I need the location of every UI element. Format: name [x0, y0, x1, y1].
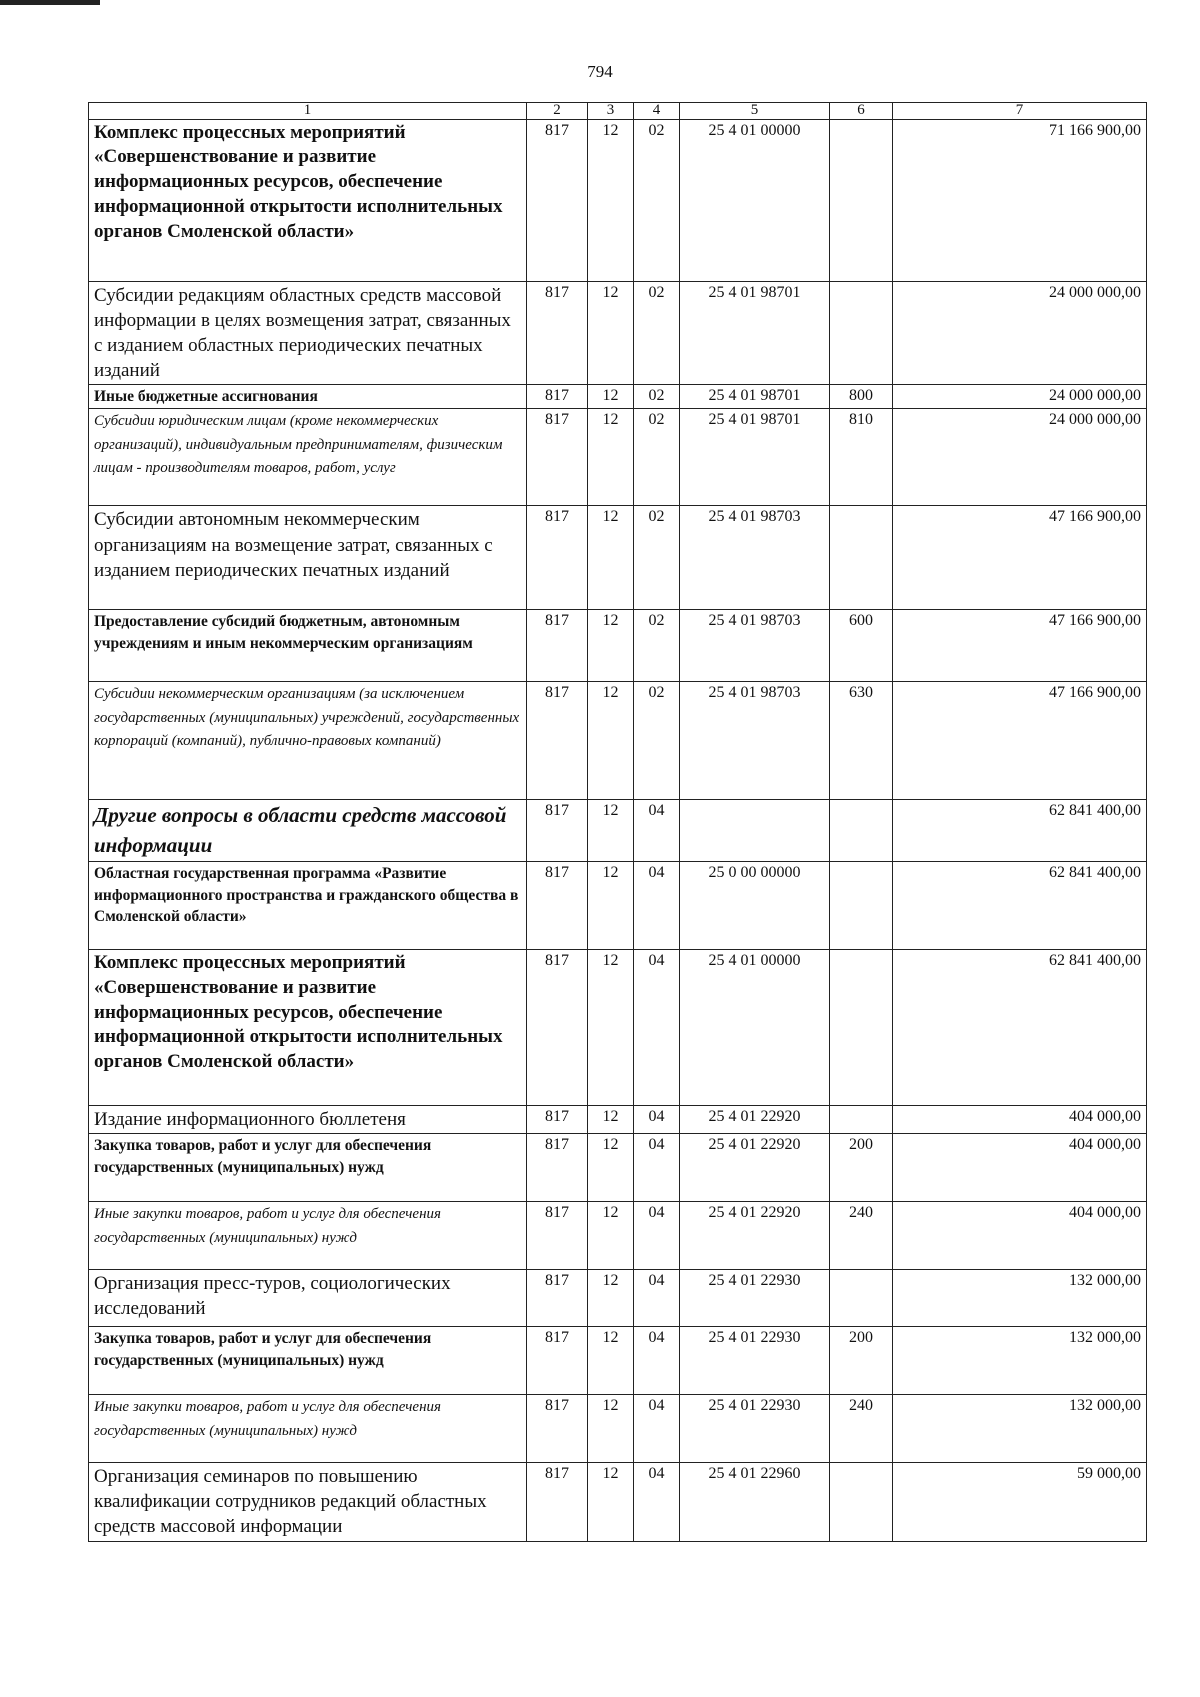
- header-col-6: 6: [830, 103, 893, 120]
- row-name-cell: Организация семинаров по повышению квалификации сотрудников редакций областных средств массовой информации: [89, 1463, 527, 1541]
- table-row: [89, 862, 1147, 950]
- table-row: [89, 1134, 1147, 1202]
- row-amount: 59 000,00: [893, 1463, 1147, 1541]
- row-subsection-code: 04: [634, 800, 680, 862]
- row-subsection-code: 04: [634, 1327, 680, 1395]
- row-section-code: 12: [588, 385, 634, 409]
- row-section-code: 12: [588, 610, 634, 682]
- row-target-article: 25 4 01 98701: [680, 385, 830, 409]
- row-subsection-code: 02: [634, 385, 680, 409]
- table-row: [89, 1463, 1147, 1541]
- table-row: [89, 119, 1147, 281]
- row-amount: 404 000,00: [893, 1106, 1147, 1134]
- row-target-article: [680, 800, 830, 862]
- table-row: [89, 1327, 1147, 1395]
- row-name-cell: Субсидии автономным некоммерческим организациям на возмещение затрат, связанных с изданием периодических печатных изданий: [89, 506, 527, 610]
- row-admin-code: 817: [527, 682, 588, 800]
- table-row: [89, 409, 1147, 506]
- row-admin-code: 817: [527, 409, 588, 506]
- row-section-code: 12: [588, 1106, 634, 1134]
- row-section-code: 12: [588, 1134, 634, 1202]
- row-name-cell: Закупка товаров, работ и услуг для обеспечения государственных (муниципальных) нужд: [89, 1327, 527, 1395]
- table-row: [89, 281, 1147, 384]
- row-target-article: 25 4 01 98703: [680, 610, 830, 682]
- row-name-cell: Комплекс процессных мероприятий «Совершенствование и развитие информационных ресурсов, обеспечение информационной открытости исполнительных органов Смоленской области»: [89, 119, 527, 281]
- row-section-code: 12: [588, 1202, 634, 1270]
- row-subsection-code: 04: [634, 862, 680, 950]
- row-expense-type: [830, 1270, 893, 1327]
- header-col-4: 4: [634, 103, 680, 120]
- row-target-article: 25 4 01 00000: [680, 950, 830, 1106]
- row-expense-type: 200: [830, 1327, 893, 1395]
- row-amount: 47 166 900,00: [893, 610, 1147, 682]
- row-target-article: 25 4 01 98703: [680, 506, 830, 610]
- table-row: [89, 610, 1147, 682]
- row-target-article: 25 4 01 22930: [680, 1270, 830, 1327]
- row-section-code: 12: [588, 409, 634, 506]
- row-amount: 71 166 900,00: [893, 119, 1147, 281]
- row-expense-type: [830, 281, 893, 384]
- row-name-cell: Иные закупки товаров, работ и услуг для обеспечения государственных (муниципальных) нужд: [89, 1395, 527, 1463]
- row-name-cell: Закупка товаров, работ и услуг для обеспечения государственных (муниципальных) нужд: [89, 1134, 527, 1202]
- row-amount: 62 841 400,00: [893, 800, 1147, 862]
- table-row: [89, 1202, 1147, 1270]
- row-subsection-code: 04: [634, 1395, 680, 1463]
- row-amount: 132 000,00: [893, 1270, 1147, 1327]
- table-row: [89, 800, 1147, 862]
- row-target-article: 25 4 01 22920: [680, 1134, 830, 1202]
- row-name-cell: Иные бюджетные ассигнования: [89, 385, 527, 409]
- row-admin-code: 817: [527, 1270, 588, 1327]
- header-col-7: 7: [893, 103, 1147, 120]
- header-col-5: 5: [680, 103, 830, 120]
- row-target-article: 25 4 01 98701: [680, 409, 830, 506]
- table-row: [89, 950, 1147, 1106]
- row-target-article: 25 4 01 22960: [680, 1463, 830, 1541]
- row-section-code: 12: [588, 862, 634, 950]
- row-subsection-code: 04: [634, 1270, 680, 1327]
- page-number: 794: [587, 62, 613, 81]
- table-row: [89, 1270, 1147, 1327]
- row-subsection-code: 04: [634, 950, 680, 1106]
- row-amount: 132 000,00: [893, 1395, 1147, 1463]
- row-target-article: 25 4 01 98703: [680, 682, 830, 800]
- row-amount: 62 841 400,00: [893, 862, 1147, 950]
- table-row: [89, 1395, 1147, 1463]
- row-expense-type: 800: [830, 385, 893, 409]
- row-name-cell: Комплекс процессных мероприятий «Совершенствование и развитие информационных ресурсов, обеспечение информационной открытости исполнительных органов Смоленской области»: [89, 950, 527, 1106]
- row-subsection-code: 04: [634, 1134, 680, 1202]
- row-admin-code: 817: [527, 1395, 588, 1463]
- row-amount: 47 166 900,00: [893, 506, 1147, 610]
- row-subsection-code: 02: [634, 119, 680, 281]
- row-subsection-code: 04: [634, 1106, 680, 1134]
- row-section-code: 12: [588, 1463, 634, 1541]
- row-expense-type: [830, 119, 893, 281]
- row-admin-code: 817: [527, 1106, 588, 1134]
- row-admin-code: 817: [527, 950, 588, 1106]
- header-row: [89, 103, 1147, 120]
- table-row: [89, 385, 1147, 409]
- row-admin-code: 817: [527, 1202, 588, 1270]
- scan-edge-rule: [0, 0, 100, 5]
- row-expense-type: 630: [830, 682, 893, 800]
- row-admin-code: 817: [527, 385, 588, 409]
- row-target-article: 25 4 01 98701: [680, 281, 830, 384]
- row-section-code: 12: [588, 1327, 634, 1395]
- row-expense-type: [830, 1106, 893, 1134]
- row-section-code: 12: [588, 682, 634, 800]
- row-name-cell: Субсидии некоммерческим организациям (за исключением государственных (муниципальных) учреждений, государственных корпораций (компаний), публично-правовых компаний): [89, 682, 527, 800]
- row-expense-type: [830, 862, 893, 950]
- table-row: [89, 1106, 1147, 1134]
- header-col-3: 3: [588, 103, 634, 120]
- row-admin-code: 817: [527, 1134, 588, 1202]
- row-admin-code: 817: [527, 862, 588, 950]
- row-amount: 47 166 900,00: [893, 682, 1147, 800]
- row-section-code: 12: [588, 950, 634, 1106]
- row-amount: 404 000,00: [893, 1134, 1147, 1202]
- row-amount: 24 000 000,00: [893, 409, 1147, 506]
- row-admin-code: 817: [527, 1463, 588, 1541]
- row-name-cell: Предоставление субсидий бюджетным, автономным учреждениям и иным некоммерческим организациям: [89, 610, 527, 682]
- row-subsection-code: 02: [634, 682, 680, 800]
- row-name-cell: Субсидии редакциям областных средств массовой информации в целях возмещения затрат, связанных с изданием областных периодических печатных изданий: [89, 281, 527, 384]
- row-expense-type: 600: [830, 610, 893, 682]
- row-section-code: 12: [588, 119, 634, 281]
- row-admin-code: 817: [527, 281, 588, 384]
- row-expense-type: [830, 800, 893, 862]
- budget-table: [88, 102, 1147, 1542]
- row-expense-type: 200: [830, 1134, 893, 1202]
- header-col-2: 2: [527, 103, 588, 120]
- row-subsection-code: 02: [634, 409, 680, 506]
- row-admin-code: 817: [527, 800, 588, 862]
- row-expense-type: [830, 1463, 893, 1541]
- row-target-article: 25 4 01 00000: [680, 119, 830, 281]
- row-amount: 24 000 000,00: [893, 385, 1147, 409]
- row-admin-code: 817: [527, 119, 588, 281]
- row-section-code: 12: [588, 506, 634, 610]
- row-expense-type: [830, 506, 893, 610]
- row-name-cell: Субсидии юридическим лицам (кроме некоммерческих организаций), индивидуальным предпринимателям, физическим лицам - производителям товаров, работ, услуг: [89, 409, 527, 506]
- row-section-code: 12: [588, 800, 634, 862]
- row-target-article: 25 0 00 00000: [680, 862, 830, 950]
- row-expense-type: 240: [830, 1202, 893, 1270]
- row-amount: 404 000,00: [893, 1202, 1147, 1270]
- row-name-cell: Областная государственная программа «Развитие информационного пространства и гражданского общества в Смоленской области»: [89, 862, 527, 950]
- row-subsection-code: 04: [634, 1463, 680, 1541]
- row-amount: 62 841 400,00: [893, 950, 1147, 1106]
- row-subsection-code: 02: [634, 506, 680, 610]
- row-name-cell: Другие вопросы в области средств массовой информации: [89, 800, 527, 862]
- header-col-1: 1: [89, 103, 527, 120]
- row-expense-type: 810: [830, 409, 893, 506]
- table-row: [89, 682, 1147, 800]
- row-subsection-code: 02: [634, 281, 680, 384]
- row-admin-code: 817: [527, 506, 588, 610]
- row-amount: 132 000,00: [893, 1327, 1147, 1395]
- row-subsection-code: 02: [634, 610, 680, 682]
- row-name-cell: Иные закупки товаров, работ и услуг для обеспечения государственных (муниципальных) нужд: [89, 1202, 527, 1270]
- row-section-code: 12: [588, 1270, 634, 1327]
- row-target-article: 25 4 01 22920: [680, 1106, 830, 1134]
- row-section-code: 12: [588, 281, 634, 384]
- row-name-cell: Издание информационного бюллетеня: [89, 1106, 527, 1134]
- row-subsection-code: 04: [634, 1202, 680, 1270]
- row-expense-type: [830, 950, 893, 1106]
- row-target-article: 25 4 01 22920: [680, 1202, 830, 1270]
- row-admin-code: 817: [527, 1327, 588, 1395]
- row-target-article: 25 4 01 22930: [680, 1327, 830, 1395]
- table-row: [89, 506, 1147, 610]
- row-expense-type: 240: [830, 1395, 893, 1463]
- row-name-cell: Организация пресс-туров, социологических исследований: [89, 1270, 527, 1327]
- row-amount: 24 000 000,00: [893, 281, 1147, 384]
- row-target-article: 25 4 01 22930: [680, 1395, 830, 1463]
- row-section-code: 12: [588, 1395, 634, 1463]
- row-admin-code: 817: [527, 610, 588, 682]
